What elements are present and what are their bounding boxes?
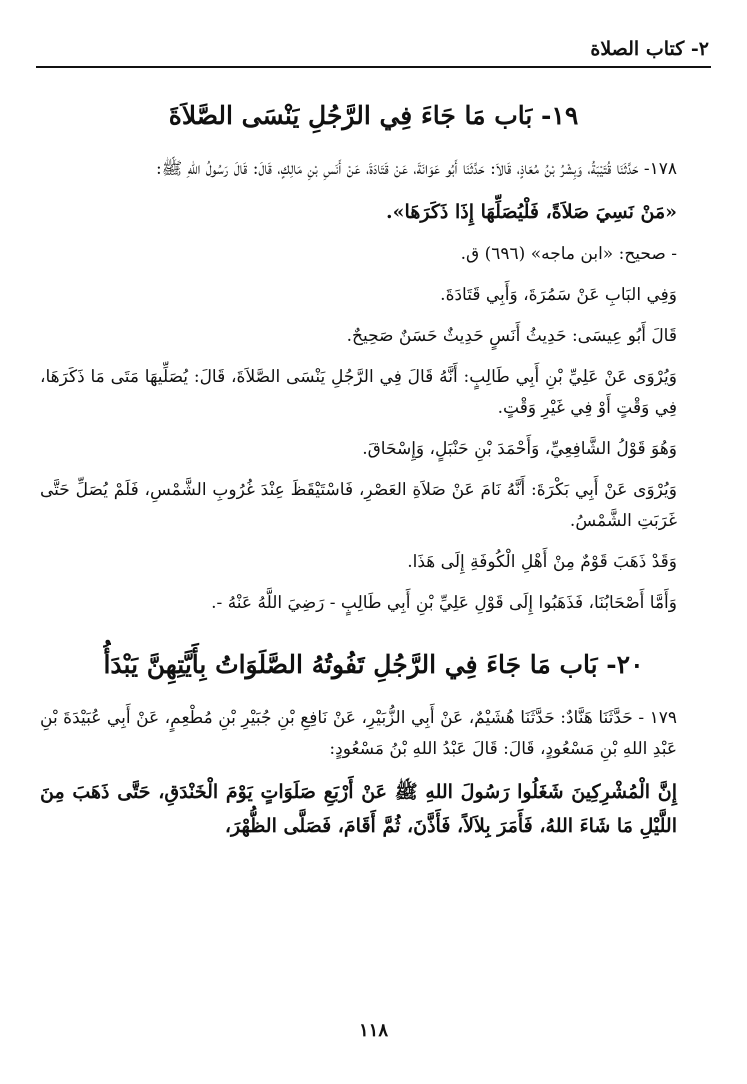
hadith-179-isnad: ١٧٩ - حَدَّثَنَا هَنَّادٌ: حَدَّثَنَا هُشَيْمٌ، عَنْ أَبِي الزُّبَيْرِ، عَنْ نَافِعِ بْنِ جُبَيْرِ بْنِ مُطْعِمٍ، عَنْ أَبِي عُبَيْدَةَ بْنِ عَبْدِ اللهِ بْنِ مَسْعُودٍ، قَالَ: قَالَ عَبْدُ اللهِ بْنُ مَسْعُودٍ: (40, 708, 677, 759)
kufa-view: وَقَدْ ذَهَبَ قَوْمٌ مِنْ أَهْلِ الْكُوفَةِ إِلَى هَذَا. (407, 552, 677, 572)
page-content (40, 96, 707, 853)
abu-isa-comment: قَالَ أَبُو عِيسَى: حَدِيثُ أَنَسٍ حَدِيثٌ حَسَنٌ صَحِيحٌ. (346, 326, 677, 346)
hadith-179-matn: إِنَّ الْمُشْرِكِينَ شَغَلُوا رَسُولَ اللهِ ﷺ عَنْ أَرْبَعِ صَلَوَاتٍ يَوْمَ الْخَنْدَقِ، حَتَّى ذَهَبَ مِنَ اللَّيْلِ مَا شَاءَ اللهُ، فَأَمَرَ بِلاَلاً، فَأَذَّنَ، ثُمَّ أَقَامَ، فَصَلَّى الظُّهْرَ، (40, 781, 677, 837)
ali-narration: وَيُرْوَى عَنْ عَلِيِّ بْنِ أَبِي طَالِبٍ: أَنَّهُ قَالَ فِي الرَّجُلِ يَنْسَى الصَّلاَةَ، قَالَ: يُصَلِّيهَا مَتَى مَا ذَكَرَهَا، فِي وَقْتٍ أَوْ فِي غَيْرِ وَقْتٍ. (40, 367, 677, 418)
hadith-178-isnad: ١٧٨- حَدَّثَنَا قُتَيْبَةُ، وَبِشْرُ بْنُ مُعَاذٍ، قَالاَ: حَدَّثَنَا أَبُو عَوَانَةَ، عَنْ قَتَادَةَ، عَنْ أَنَسِ بْنِ مَالِكٍ، قَالَ: قَالَ رَسُولُ اللهِ ﷺ: (156, 159, 677, 179)
chapter-title-19: ١٩- بَاب مَا جَاءَ فِي الرَّجُلِ يَنْسَى الصَّلاَةَ (168, 101, 579, 130)
chapter-title-20: ٢٠- بَاب مَا جَاءَ فِي الرَّجُلِ تَفُوتُهُ الصَّلَوَاتُ بِأَيَّتِهِنَّ يَبْدَأُ (103, 650, 644, 679)
our-companions-view: وَأَمَّا أَصْحَابُنَا، فَذَهَبُوا إِلَى قَوْلِ عَلِيِّ بْنِ أَبِي طَالِبٍ - رَضِيَ اللَّهُ عَنْهُ -. (211, 593, 677, 613)
running-head: ٢- كتاب الصلاة (590, 38, 709, 60)
related-narrations: وَفِي البَابِ عَنْ سَمُرَةَ، وَأَبِي قَتَادَةَ. (440, 285, 677, 305)
hadith-178-matn: «مَنْ نَسِيَ صَلاَةً، فَلْيُصَلِّهَا إِذَا ذَكَرَهَا». (386, 201, 677, 223)
header-rule (36, 66, 711, 68)
page-number: ١١٨ (358, 1020, 388, 1041)
abu-bakra-narration: وَيُرْوَى عَنْ أَبِي بَكْرَةَ: أَنَّهُ نَامَ عَنْ صَلاَةِ العَصْرِ، فَاسْتَيْقَظَ عِنْدَ غُرُوبِ الشَّمْسِ، فَلَمْ يُصَلِّ حَتَّى غَرَبَتِ الشَّمْسُ. (40, 480, 677, 531)
scholars-view: وَهُوَ قَوْلُ الشَّافِعِيِّ، وَأَحْمَدَ بْنِ حَنْبَلٍ، وَإِسْحَاقَ. (362, 439, 677, 459)
grading-note: - صحيح: «ابن ماجه» (٦٩٦) ق. (460, 244, 677, 264)
